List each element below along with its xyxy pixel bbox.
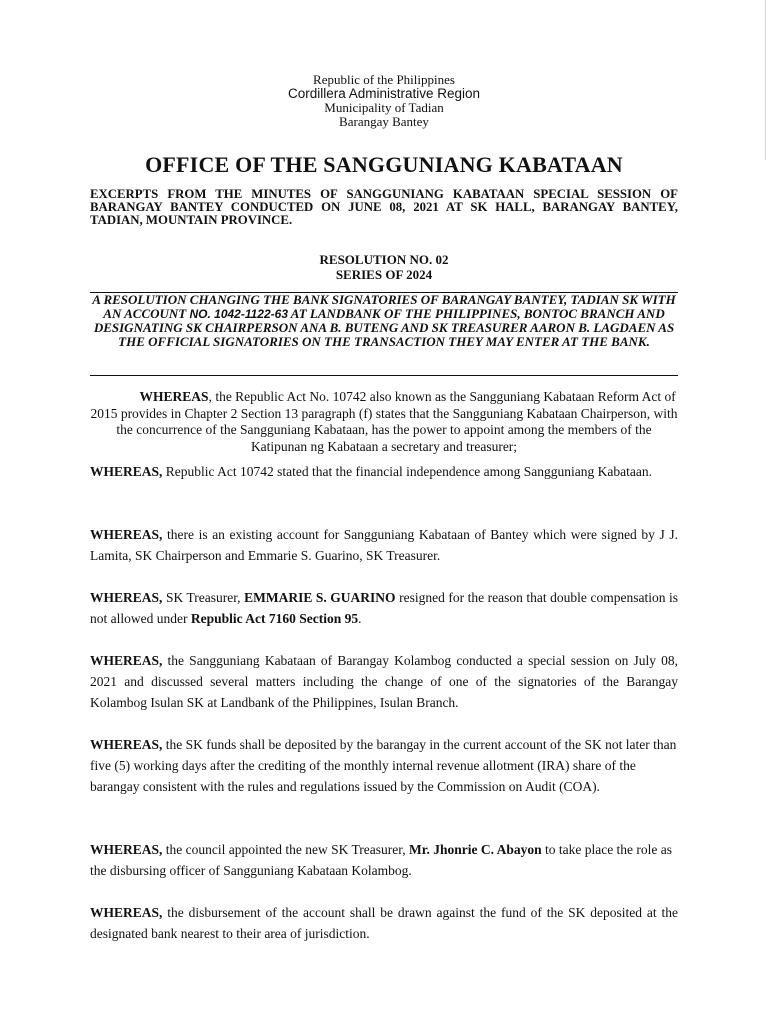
resolution-number: RESOLUTION NO. 02 [319,252,449,267]
whereas-paragraph-2 [90,461,678,482]
header-municipality: Municipality of Tadian [324,100,444,115]
resigned-treasurer-name: EMMARIE S. GUARINO [244,590,396,605]
whereas-text: . [358,611,362,626]
excerpt-heading: EXCERPTS FROM THE MINUTES OF SANGGUNIANG KABATAAN SPECIAL SESSION OF BARANGAY BANTEY CONDUCTED ON JUNE 08, 2021 AT SK HALL, BARANGAY BANTEY, TADIAN, MOUNTAIN PROVINCE. [90,187,678,227]
resolution-title-part2: AT LANDBANK OF THE PHILIPPINES, BONTOC BRANCH AND DESIGNATING SK CHAIRPERSON ANA B. BUTENG AND SK TREASURER AARON B. LAGDAEN AS THE OFFICIAL SIGNATORIES ON THE TRANSACTION THEY MAY ENTER AT THE BANK. [93,306,675,349]
whereas-lead: WHEREAS, [90,653,163,668]
whereas-paragraph-5 [90,650,678,713]
letterhead [0,73,768,129]
whereas-lead: WHEREAS, [90,527,163,542]
whereas-paragraph-4 [90,587,678,629]
resolution-heading [0,252,768,282]
whereas-text: SK Treasurer, [162,590,245,605]
whereas-paragraph-8 [90,902,678,944]
whereas-lead: WHEREAS [139,389,209,404]
whereas-text: there is an existing account for Sangguniang Kabataan of Bantey which were signed by J J. Lamita, SK Chairperson and Emmarie S. Guarino, SK Treasurer. [90,527,678,563]
law-reference: Republic Act 7160 Section 95 [190,611,359,626]
whereas-paragraph-1 [90,389,678,455]
header-barangay: Barangay Bantey [339,114,429,129]
whereas-text: the council appointed the new SK Treasurer, [162,842,409,857]
divider-bottom [90,375,678,376]
whereas-text: resigned for the reason that double compensation is not allowed under [90,590,678,626]
whereas-lead: WHEREAS, [90,464,163,479]
whereas-text: Republic Act 10742 stated that the financial independence among Sangguniang Kabataan. [162,464,653,479]
whereas-paragraph-3 [90,524,678,566]
header-republic: Republic of the Philippines [313,72,455,87]
whereas-lead: WHEREAS, [90,842,163,857]
new-treasurer-name: Mr. Jhonrie C. Abayon [408,842,542,857]
header-region: Cordillera Administrative Region [287,86,481,101]
whereas-text: , the Republic Act No. 10742 also known as the Sangguniang Kabataan Reform Act of 2015 provides in Chapter 2 Section 13 paragraph (f) states that the Sangguniang Kabataan Chairperson, with the concurrence of the Sangguniang Kabataan, has the power to appoint among the members of the Katipunan ng Kabataan a secretary and treasurer; [90,389,678,454]
whereas-lead: WHEREAS, [90,905,163,920]
office-title: OFFICE OF THE SANGGUNIANG KABATAAN [145,152,623,177]
whereas-paragraph-7 [90,839,678,881]
whereas-text: the disbursement of the account shall be drawn against the fund of the SK deposited at the designated bank nearest to their area of jurisdiction. [90,905,678,941]
resolution-account-number: NO. 1042-1122-63 [189,307,288,321]
resolution-series: SERIES OF 2024 [335,267,433,282]
whereas-lead: WHEREAS, [90,590,163,605]
whereas-paragraph-6 [90,734,678,797]
whereas-text: to take place the role as the disbursing officer of Sangguniang Kabataan Kolambog. [90,842,673,878]
whereas-text: the SK funds shall be deposited by the barangay in the current account of the SK not later than five (5) working days after the crediting of the monthly internal revenue allotment (IRA) share of the barangay consistent with the rules and regulations issued by the Commission on Audit (COA). [90,737,677,794]
whereas-text: the Sangguniang Kabataan of Barangay Kolambog conducted a special session on July 08, 2021 and discussed several matters including the change of one of the signatories of the Barangay Kolambog Isulan SK at Landbank of the Philippines, Isulan Branch. [90,653,678,710]
whereas-lead: WHEREAS, [90,737,163,752]
resolution-title-part1: A RESOLUTION CHANGING THE BANK SIGNATORIES OF BARANGAY BANTEY, TADIAN SK WITH AN ACCOUNT [92,292,676,321]
resolution-title [90,293,678,349]
